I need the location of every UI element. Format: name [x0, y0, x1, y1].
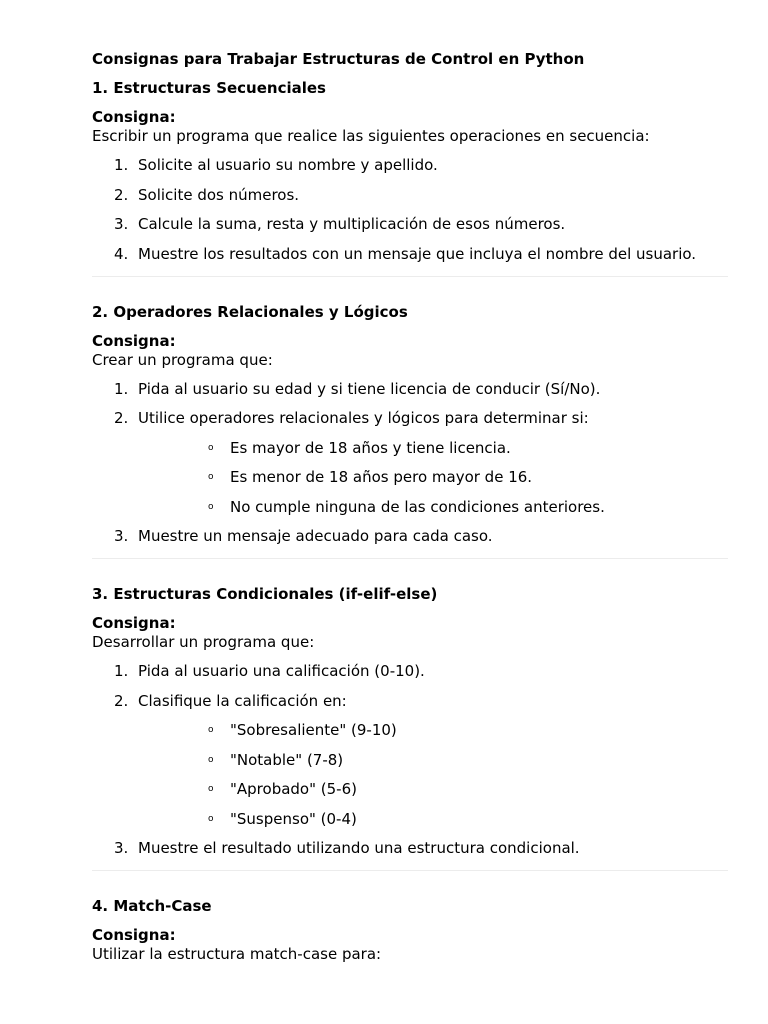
consigna-label: Consigna:	[92, 331, 176, 350]
list-item	[92, 215, 728, 234]
list-number: 1.	[114, 662, 129, 680]
list-item-text: Pida al usuario su edad y si tiene licencia de conducir (Sí/No).	[138, 379, 601, 398]
consigna-label: Consigna:	[92, 926, 176, 944]
section-operadores-relacionales	[92, 303, 728, 547]
list-item-text: Muestre un mensaje adecuado para cada caso.	[138, 527, 493, 545]
section-divider	[92, 276, 728, 277]
section-heading: 3. Estructuras Condicionales (if-elif-else)	[92, 585, 438, 603]
section-intro: Desarrollar un programa que:	[92, 633, 315, 651]
section-estructuras-condicionales	[92, 585, 728, 858]
consigna-label: Consigna:	[92, 614, 176, 632]
bullet-item	[138, 751, 728, 770]
document-title: Consignas para Trabajar Estructuras de Control en Python	[92, 50, 585, 68]
list-item	[92, 409, 728, 517]
list-item	[92, 186, 728, 205]
bullet-item-text: Es menor de 18 años pero mayor de 16.	[230, 468, 533, 486]
bullet-item	[138, 780, 728, 799]
list-item-text: Clasifique la calificación en:	[138, 691, 347, 710]
list-item-text: Solicite dos números.	[138, 185, 300, 204]
numbered-list	[92, 380, 728, 547]
consigna-label: Consigna:	[92, 108, 176, 126]
list-item	[92, 839, 728, 858]
list-number: 4.	[114, 244, 129, 263]
bullet-item-text: "Suspenso" (0-4)	[230, 809, 357, 828]
bullet-circle-icon: o	[208, 754, 214, 765]
bullet-item-text: "Sobresaliente" (9-10)	[230, 721, 397, 739]
section-match-case	[92, 897, 728, 964]
list-number: 3.	[114, 839, 129, 857]
bullet-item-text: "Notable" (7-8)	[230, 750, 344, 769]
section-intro: Escribir un programa que realice las siguientes operaciones en secuencia:	[92, 127, 650, 145]
bullet-item	[138, 810, 728, 829]
section-estructuras-secuenciales	[92, 79, 728, 264]
list-number: 1.	[114, 379, 129, 398]
numbered-list	[92, 662, 728, 858]
list-number: 2.	[114, 691, 129, 710]
list-number: 2.	[114, 185, 129, 204]
bullet-item	[138, 468, 728, 487]
list-item	[92, 380, 728, 399]
list-item-text: Muestre los resultados con un mensaje que incluya el nombre del usuario.	[138, 244, 697, 263]
section-divider	[92, 870, 728, 871]
section-intro: Crear un programa que:	[92, 350, 273, 369]
section-heading: 4. Match-Case	[92, 897, 212, 915]
list-item	[92, 662, 728, 681]
list-item-text: Solicite al usuario su nombre y apellido.	[138, 156, 438, 174]
list-item-text: Utilice operadores relacionales y lógicos para determinar si:	[138, 409, 589, 427]
list-number: 3.	[114, 215, 129, 233]
section-heading: 2. Operadores Relacionales y Lógicos	[92, 302, 408, 321]
bullet-item-text: Es mayor de 18 años y tiene licencia.	[230, 438, 511, 457]
list-number: 2.	[114, 409, 129, 427]
list-item	[92, 245, 728, 264]
list-item	[92, 156, 728, 175]
list-item	[92, 527, 728, 546]
bullet-circle-icon: o	[208, 501, 214, 512]
section-divider	[92, 558, 728, 559]
document-page	[92, 50, 728, 974]
bullet-circle-icon: o	[208, 442, 214, 453]
section-heading: 1. Estructuras Secuenciales	[92, 79, 326, 97]
bullet-circle-icon: o	[208, 472, 214, 482]
bullet-list	[138, 439, 728, 517]
bullet-circle-icon: o	[208, 813, 214, 824]
list-item	[92, 692, 728, 829]
bullet-item	[138, 439, 728, 458]
list-item-text: Pida al usuario una calificación (0-10).	[138, 662, 425, 680]
list-number: 3.	[114, 527, 129, 545]
list-item-text: Calcule la suma, resta y multiplicación de esos números.	[138, 215, 566, 233]
list-number: 1.	[114, 156, 129, 174]
bullet-item-text: "Aprobado" (5-6)	[230, 780, 357, 798]
section-intro: Utilizar la estructura match-case para:	[92, 945, 382, 963]
bullet-circle-icon: o	[208, 784, 214, 794]
list-item-text: Muestre el resultado utilizando una estructura condicional.	[138, 839, 580, 857]
bullet-circle-icon: o	[208, 725, 214, 735]
bullet-item-text: No cumple ninguna de las condiciones anteriores.	[230, 497, 605, 516]
bullet-item	[138, 498, 728, 517]
numbered-list	[92, 156, 728, 264]
bullet-item	[138, 721, 728, 740]
bullet-list	[138, 721, 728, 829]
